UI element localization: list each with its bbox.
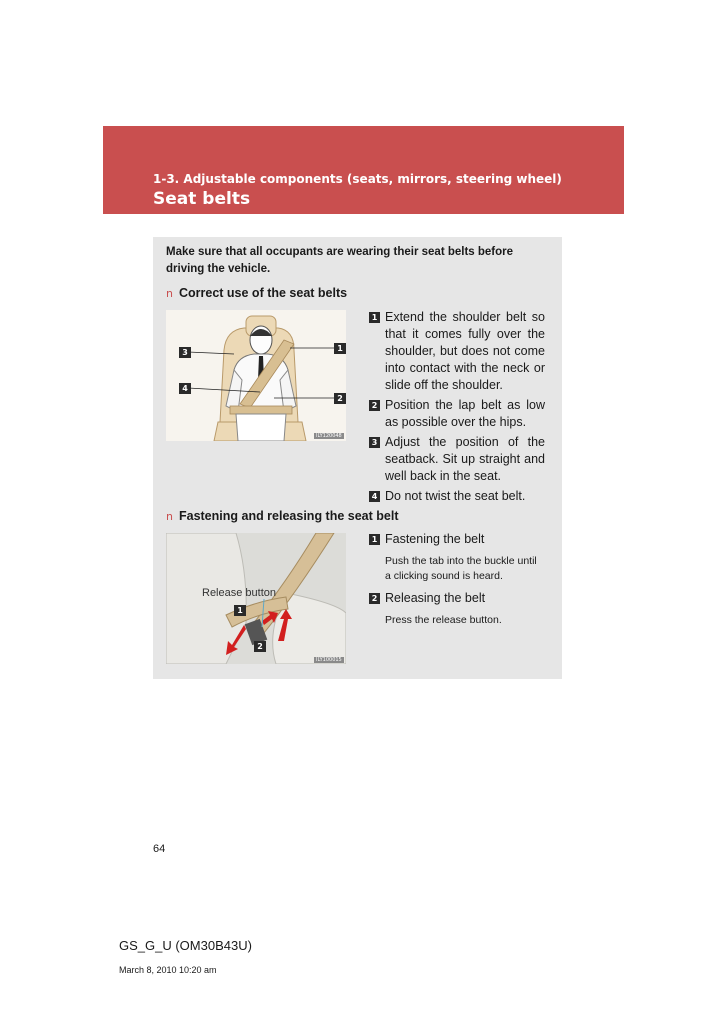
callout-text: Releasing the belt xyxy=(385,591,486,605)
subheading-label: Fastening and releasing the seat belt xyxy=(178,509,399,523)
callout-number: 1 xyxy=(369,534,380,545)
callout-number: 4 xyxy=(369,491,380,502)
callout-number: 2 xyxy=(369,400,380,411)
bullet-icon: n xyxy=(166,510,173,523)
figure-callout-2: 2 xyxy=(254,641,266,652)
callout-item xyxy=(369,531,545,584)
callout-list-correct-use xyxy=(369,309,545,508)
illustration-buckle xyxy=(166,533,346,664)
bullet-icon: n xyxy=(166,287,173,300)
occupant-drawing xyxy=(166,310,346,441)
figure-callout-1: 1 xyxy=(334,343,346,354)
callout-text: Do not twist the seat belt. xyxy=(385,489,526,503)
callout-text: Position the lap belt as low as possible over the hips. xyxy=(385,398,545,429)
callout-text: Fastening the belt xyxy=(385,532,485,546)
subheading-correct-use xyxy=(166,286,347,300)
document-id: GS_G_U (OM30B43U) xyxy=(119,938,252,953)
callout-item xyxy=(369,434,545,485)
callout-text: Extend the shoulder belt so that it comes fully over the shoulder, but does not come into contact with the neck or slide off the shoulder. xyxy=(385,310,545,392)
callout-number: 1 xyxy=(369,312,380,323)
callout-item xyxy=(369,590,545,628)
callout-item xyxy=(369,397,545,431)
callout-item xyxy=(369,309,545,394)
figure-callout-4: 4 xyxy=(179,383,191,394)
figure-callout-1: 1 xyxy=(234,605,246,616)
callout-number: 2 xyxy=(369,593,380,604)
callout-note: Press the release button. xyxy=(385,614,502,626)
callout-note: Push the tab into the buckle until a clicking sound is heard. xyxy=(385,555,537,582)
figure-code: ILY100015 xyxy=(316,657,342,663)
subheading-fastening xyxy=(166,509,399,523)
page-heading: Seat belts xyxy=(153,189,251,209)
figure-label-release-button: Release button xyxy=(202,587,276,599)
document-date: March 8, 2010 10:20 am xyxy=(119,965,217,975)
section-title: 1-3. Adjustable components (seats, mirrors, steering wheel) xyxy=(153,172,562,186)
callout-text: Adjust the position of the seatback. Sit up straight and well back in the seat. xyxy=(385,435,545,483)
page-number: 64 xyxy=(153,843,166,855)
callout-number: 3 xyxy=(369,437,380,448)
callout-list-fastening xyxy=(369,531,545,634)
illustration-seated-occupant xyxy=(166,310,346,441)
subheading-label: Correct use of the seat belts xyxy=(178,286,348,300)
figure-code: ILY120048 xyxy=(316,433,342,439)
intro-text: Make sure that all occupants are wearing their seat belts before driving the vehicle. xyxy=(166,246,514,275)
callout-item xyxy=(369,488,545,505)
figure-callout-2: 2 xyxy=(334,393,346,404)
figure-callout-3: 3 xyxy=(179,347,191,358)
